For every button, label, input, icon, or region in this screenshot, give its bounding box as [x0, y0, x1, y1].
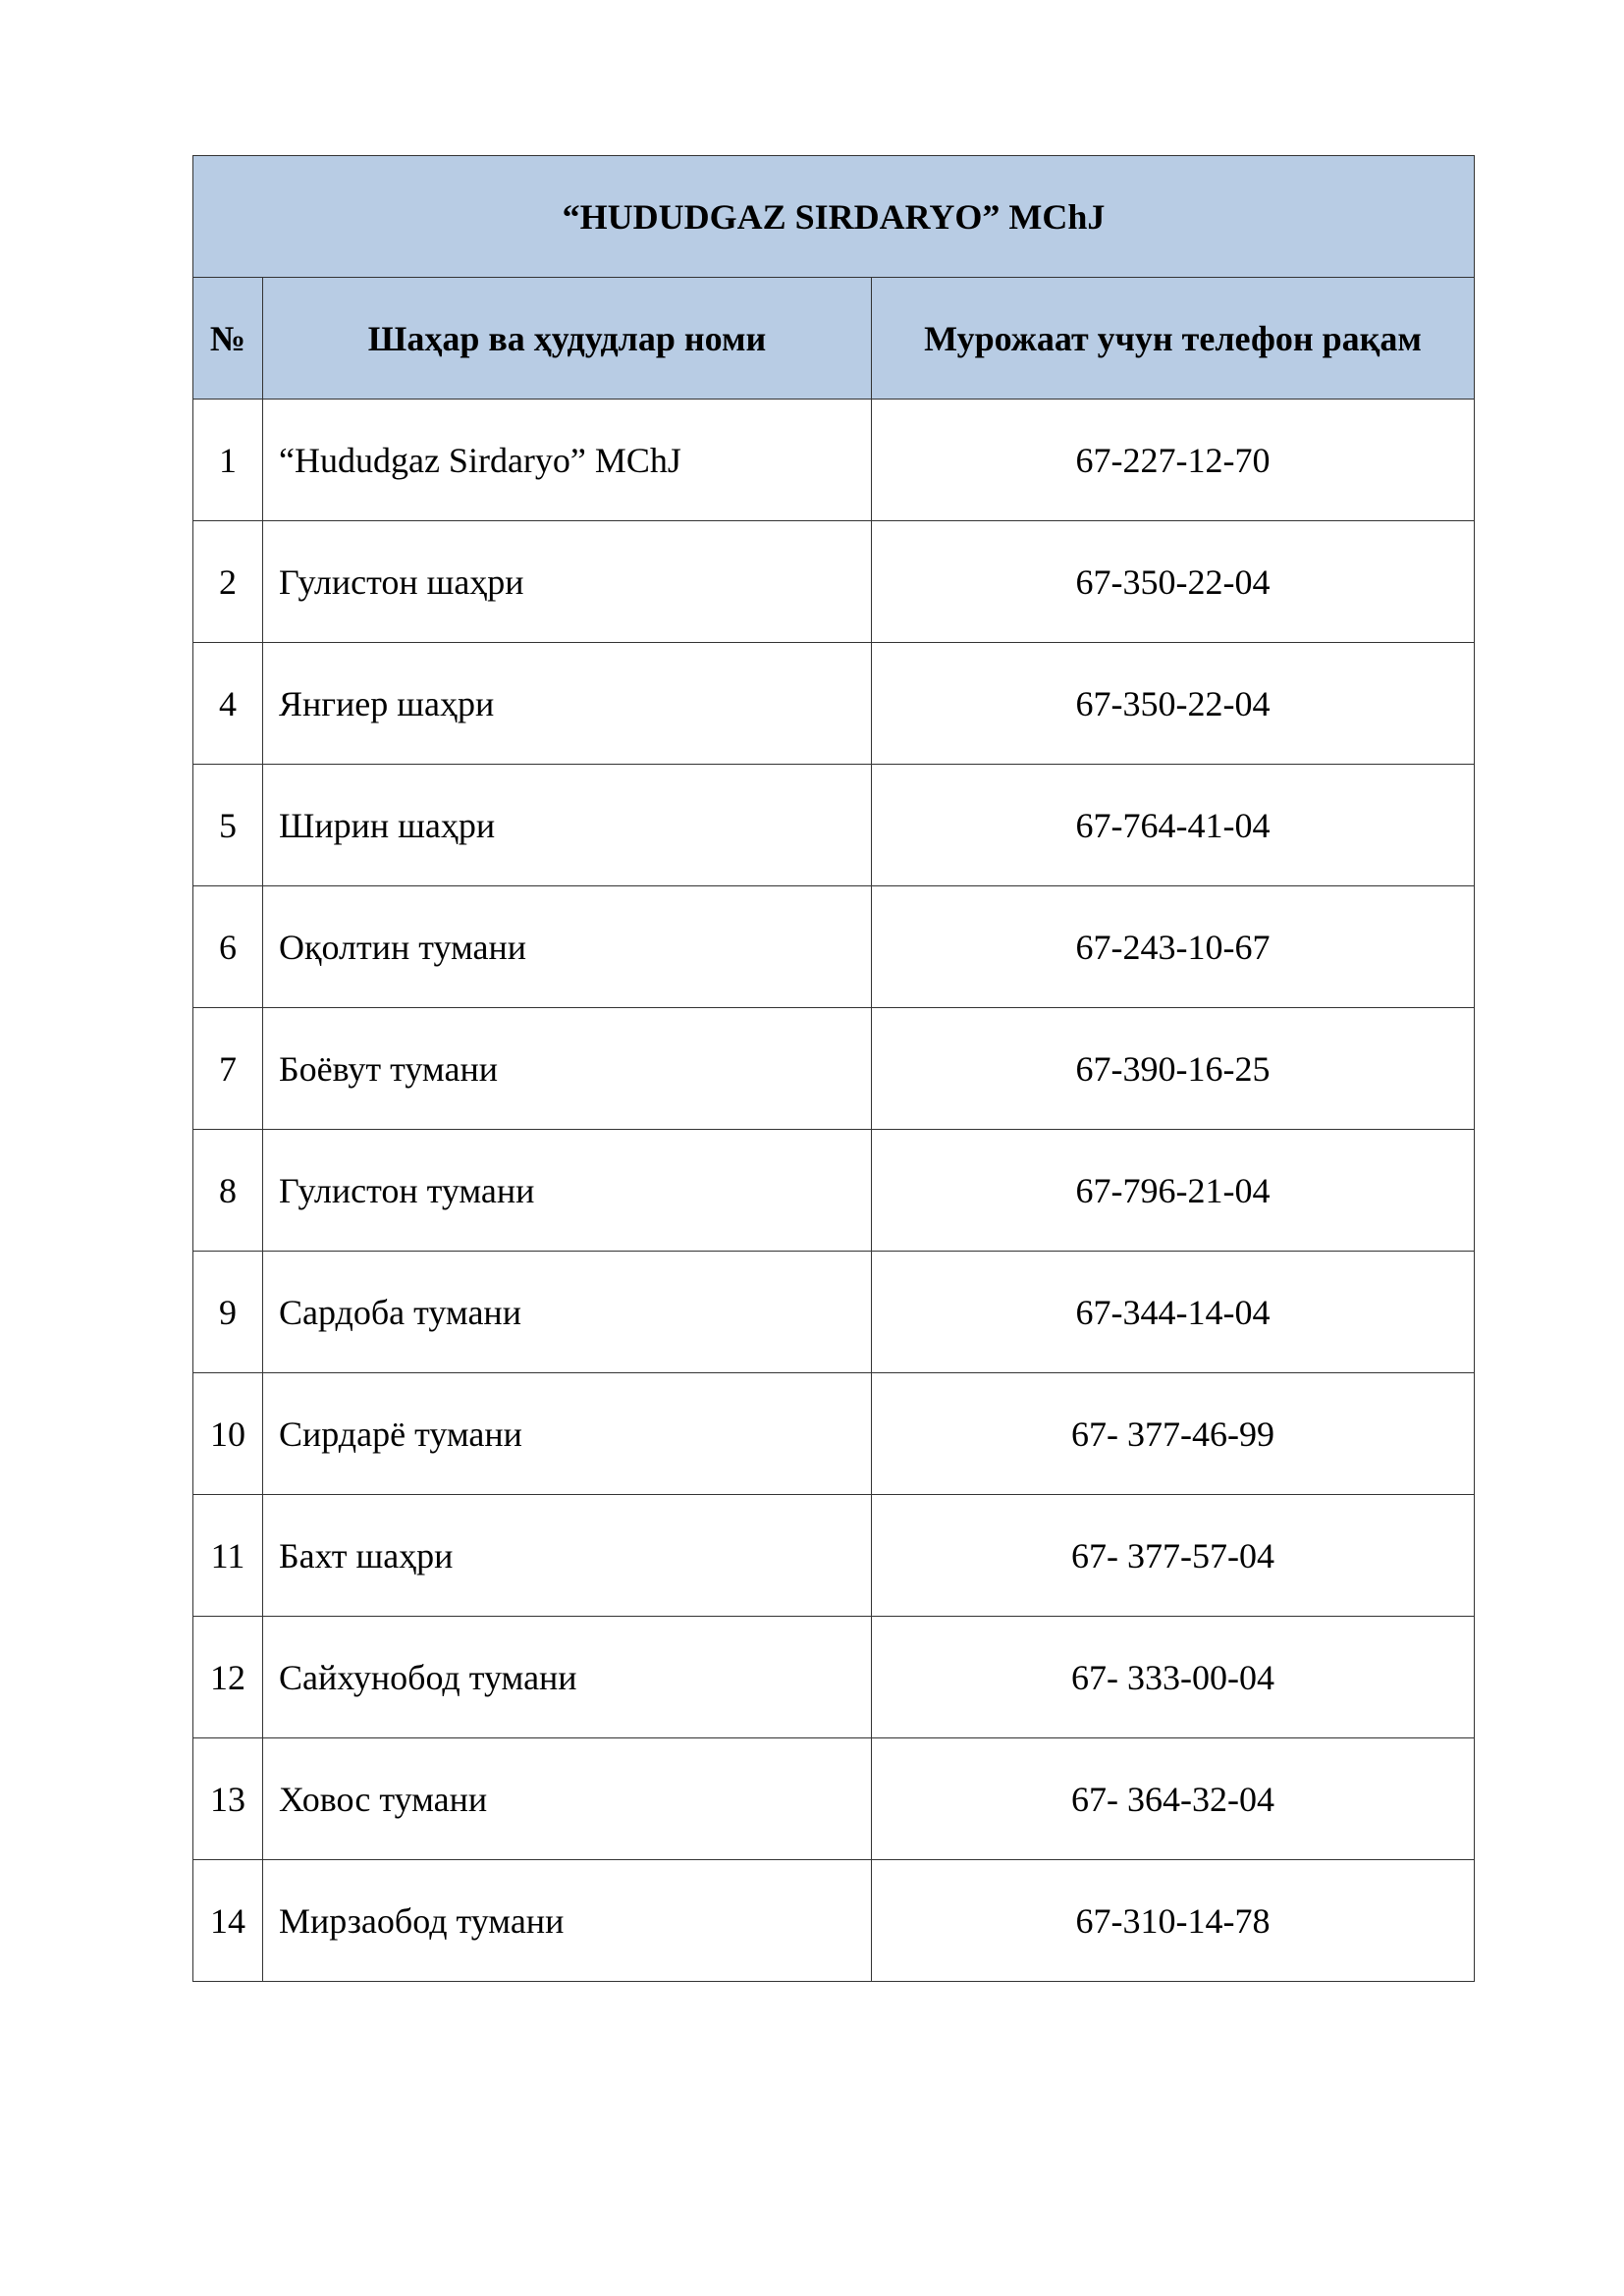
- region-name: Янгиер шаҳри: [263, 643, 872, 765]
- region-name: Сирдарё тумани: [263, 1373, 872, 1495]
- region-name: Гулистон тумани: [263, 1130, 872, 1252]
- phone-number: 67-350-22-04: [872, 643, 1475, 765]
- region-name: Ширин шаҳри: [263, 765, 872, 886]
- table-row: [193, 765, 1475, 886]
- table-row: [193, 643, 1475, 765]
- region-name: Бахт шаҳри: [263, 1495, 872, 1617]
- phone-number: 67-227-12-70: [872, 400, 1475, 521]
- row-number: 2: [193, 521, 263, 643]
- table-row: [193, 400, 1475, 521]
- region-name: Сайхунобод тумани: [263, 1617, 872, 1738]
- phone-number: 67-796-21-04: [872, 1130, 1475, 1252]
- header-name: Шаҳар ва ҳудудлар номи: [263, 278, 872, 400]
- region-name: Мирзаобод тумани: [263, 1860, 872, 1982]
- phone-number: 67- 333-00-04: [872, 1617, 1475, 1738]
- header-number: №: [193, 278, 263, 400]
- phone-number: 67- 377-57-04: [872, 1495, 1475, 1617]
- table-row: [193, 1495, 1475, 1617]
- table-row: [193, 1008, 1475, 1130]
- row-number: 7: [193, 1008, 263, 1130]
- table-title: “HUDUDGAZ SIRDARYO” MChJ: [193, 156, 1475, 278]
- phone-number: 67-310-14-78: [872, 1860, 1475, 1982]
- table-row: [193, 1130, 1475, 1252]
- phone-number: 67- 364-32-04: [872, 1738, 1475, 1860]
- table-row: [193, 1373, 1475, 1495]
- phone-number: 67-390-16-25: [872, 1008, 1475, 1130]
- contact-table: [192, 155, 1475, 1982]
- header-phone: Мурожаат учун телефон рақам: [872, 278, 1475, 400]
- row-number: 8: [193, 1130, 263, 1252]
- table-title-row: [193, 156, 1475, 278]
- table-row: [193, 886, 1475, 1008]
- row-number: 5: [193, 765, 263, 886]
- row-number: 12: [193, 1617, 263, 1738]
- table-row: [193, 1252, 1475, 1373]
- region-name: “Hududgaz Sirdaryo” MChJ: [263, 400, 872, 521]
- row-number: 11: [193, 1495, 263, 1617]
- row-number: 13: [193, 1738, 263, 1860]
- row-number: 14: [193, 1860, 263, 1982]
- phone-number: 67- 377-46-99: [872, 1373, 1475, 1495]
- row-number: 10: [193, 1373, 263, 1495]
- row-number: 6: [193, 886, 263, 1008]
- table-body: [193, 400, 1475, 1982]
- region-name: Сардоба тумани: [263, 1252, 872, 1373]
- phone-number: 67-243-10-67: [872, 886, 1475, 1008]
- table-row: [193, 1617, 1475, 1738]
- region-name: Ховос тумани: [263, 1738, 872, 1860]
- phone-number: 67-350-22-04: [872, 521, 1475, 643]
- row-number: 1: [193, 400, 263, 521]
- region-name: Боёвут тумани: [263, 1008, 872, 1130]
- table-row: [193, 521, 1475, 643]
- phone-number: 67-344-14-04: [872, 1252, 1475, 1373]
- table-header-row: [193, 278, 1475, 400]
- region-name: Гулистон шаҳри: [263, 521, 872, 643]
- table-row: [193, 1860, 1475, 1982]
- region-name: Оқолтин тумани: [263, 886, 872, 1008]
- table-row: [193, 1738, 1475, 1860]
- phone-number: 67-764-41-04: [872, 765, 1475, 886]
- row-number: 9: [193, 1252, 263, 1373]
- row-number: 4: [193, 643, 263, 765]
